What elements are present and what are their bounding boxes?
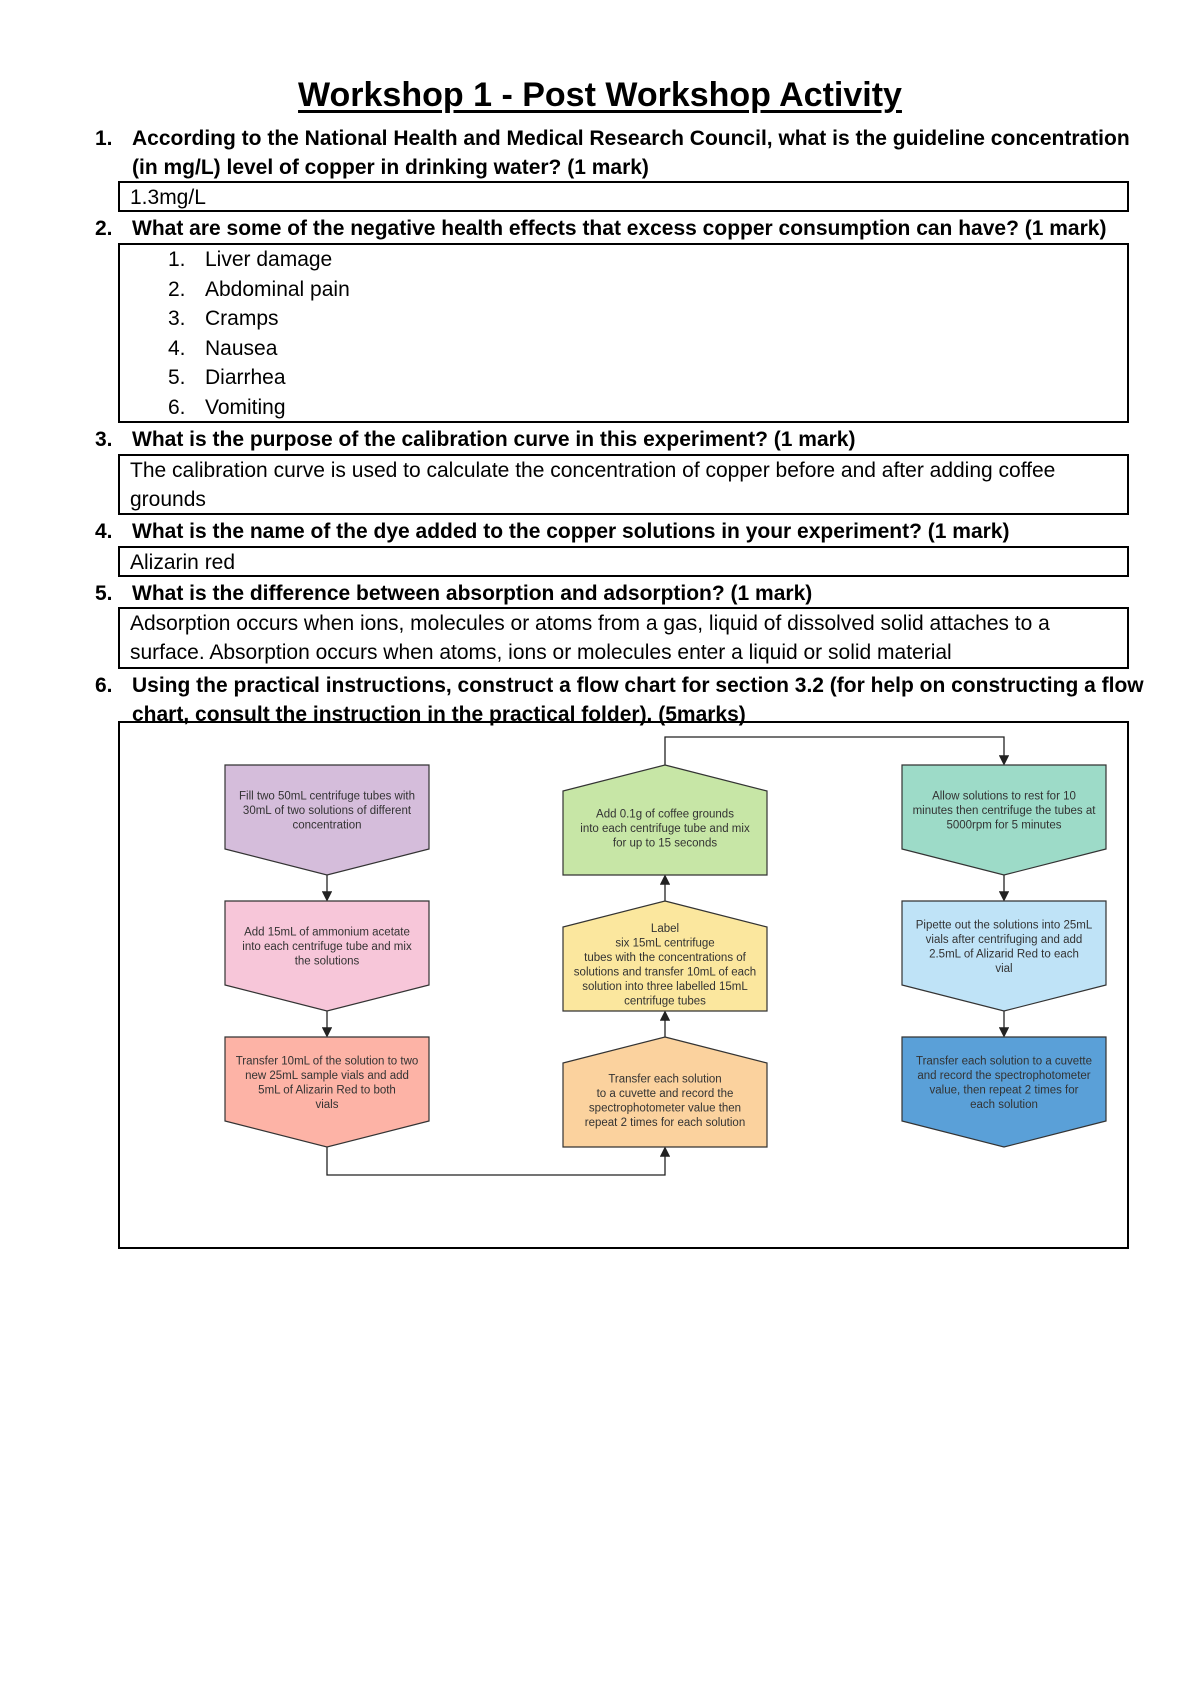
list-item-text: Nausea <box>205 336 278 360</box>
flow-step-text: repeat 2 times for each solution <box>584 1116 746 1129</box>
list-item-number: 5. <box>168 366 186 389</box>
list-item-number: 1. <box>168 248 186 271</box>
flow-step-text: 2.5mL of Alizarid Red to each <box>929 948 1079 961</box>
list-item-text: Diarrhea <box>205 366 286 389</box>
flow-step-7 <box>902 765 1106 875</box>
question-text: What is the difference between absorption and adsorption? (1 mark) <box>132 582 813 605</box>
list-item-number: 6. <box>168 395 186 419</box>
flow-step-text: tubes with the concentrations of <box>584 951 746 964</box>
list-item-number: 2. <box>168 277 186 301</box>
answer-box-5[interactable]: Adsorption occurs when ions, molecules or atoms from a gas, liquid of dissolved solid attaches to a surface. Absorption occurs when atoms, ions or molecules enter a liquid or solid material <box>118 607 1129 669</box>
flow-step-text: Allow solutions to rest for 10 <box>932 790 1076 803</box>
flow-step-text: Add 15mL of ammonium acetate <box>244 926 410 939</box>
flow-step-9 <box>902 1037 1106 1147</box>
flow-step-3 <box>225 1037 429 1147</box>
flow-step-text: concentration <box>292 819 362 832</box>
question-number: 3. <box>95 428 113 451</box>
answer-box-3[interactable]: The calibration curve is used to calculate the concentration of copper before and after adding coffee grounds <box>118 454 1129 515</box>
flow-step-text: each solution <box>970 1098 1038 1111</box>
question-text: What are some of the negative health effects that excess copper consumption can have? (1 mark) <box>132 217 1107 240</box>
answer-box-4[interactable]: Alizarin red <box>118 546 1129 577</box>
flow-step-8 <box>902 901 1106 1011</box>
flow-step-text: Add 0.1g of coffee grounds <box>596 808 734 821</box>
list-item-text: Vomiting <box>205 395 286 419</box>
flow-step-text: Transfer 10mL of the solution to two <box>235 1055 419 1068</box>
flow-step-text: for up to 15 seconds <box>612 837 718 850</box>
flow-step-text: into each centrifuge tube and mix <box>580 823 750 835</box>
flow-step-text: 30mL of two solutions of different <box>242 805 412 817</box>
flow-step-text: to a cuvette and record the <box>596 1087 734 1100</box>
question-number: 2. <box>95 217 113 240</box>
question-text: Using the practical instructions, construct a flow chart for section 3.2 (for help on constructing a flow chart, consult the instruction in the practical folder). (5marks) <box>132 674 1144 726</box>
page-title: Workshop 1 - Post Workshop Activity <box>298 76 902 114</box>
flow-step-text: vials after centrifuging and add <box>925 933 1083 946</box>
flow-step-text: 5mL of Alizarin Red to both <box>258 1084 396 1097</box>
question-number: 6. <box>95 674 113 697</box>
list-item-text: Cramps <box>205 307 279 330</box>
flow-step-1 <box>225 765 429 875</box>
flow-step-text: Fill two 50mL centrifuge tubes with <box>239 790 415 803</box>
list-item-text: Liver damage <box>205 248 333 271</box>
question-number: 5. <box>95 582 113 605</box>
list-item-number: 3. <box>168 307 186 330</box>
question-number: 4. <box>95 520 113 543</box>
question-text: What is the name of the dye added to the copper solutions in your experiment? (1 mark) <box>132 520 1010 543</box>
flow-step-5 <box>563 901 767 1011</box>
flow-step-2 <box>225 901 429 1011</box>
flow-step-text: into each centrifuge tube and mix <box>242 941 412 953</box>
list-item-number: 4. <box>168 336 186 360</box>
flow-step-text: solutions and transfer 10mL of each <box>573 966 757 979</box>
question-text: According to the National Health and Medical Research Council, what is the guideline concentration (in mg/L) level of copper in drinking water? (1 mark) <box>132 127 1130 179</box>
flow-step-text: vials <box>315 1098 339 1111</box>
flowchart-steps <box>225 765 1106 1147</box>
question-number: 1. <box>95 127 113 150</box>
flow-step-text: value, then repeat 2 times for <box>929 1084 1079 1097</box>
flow-step-text: 5000rpm for 5 minutes <box>946 819 1062 832</box>
flow-step-text: solution into three labelled 15mL <box>582 980 748 993</box>
connector-arrow <box>327 1147 665 1175</box>
flow-step-text: new 25mL sample vials and add <box>245 1069 409 1082</box>
flow-step-text: spectrophotometer value then <box>588 1102 742 1115</box>
flow-step-6 <box>563 765 767 875</box>
answer-box-1[interactable]: 1.3mg/L <box>118 181 1129 212</box>
flow-step-text: minutes then centrifuge the tubes at <box>912 805 1096 817</box>
flow-step-text: Label <box>650 922 680 935</box>
flow-step-text: vial <box>995 962 1013 975</box>
flow-step-text: centrifuge tubes <box>624 995 706 1008</box>
flow-step-text: six 15mL centrifuge <box>615 937 715 950</box>
list-item-text: Abdominal pain <box>205 277 350 301</box>
connector-arrow <box>665 737 1004 765</box>
flow-step-text: Pipette out the solutions into 25mL <box>915 919 1093 932</box>
flow-step-text: Transfer each solution to a cuvette <box>915 1055 1093 1068</box>
flow-step-4 <box>563 1037 767 1147</box>
flow-step-text: and record the spectrophotometer <box>917 1069 1091 1082</box>
flow-step-text: the solutions <box>294 955 360 968</box>
question-text: What is the purpose of the calibration curve in this experiment? (1 mark) <box>132 428 856 451</box>
flow-step-text: Transfer each solution <box>608 1073 722 1086</box>
